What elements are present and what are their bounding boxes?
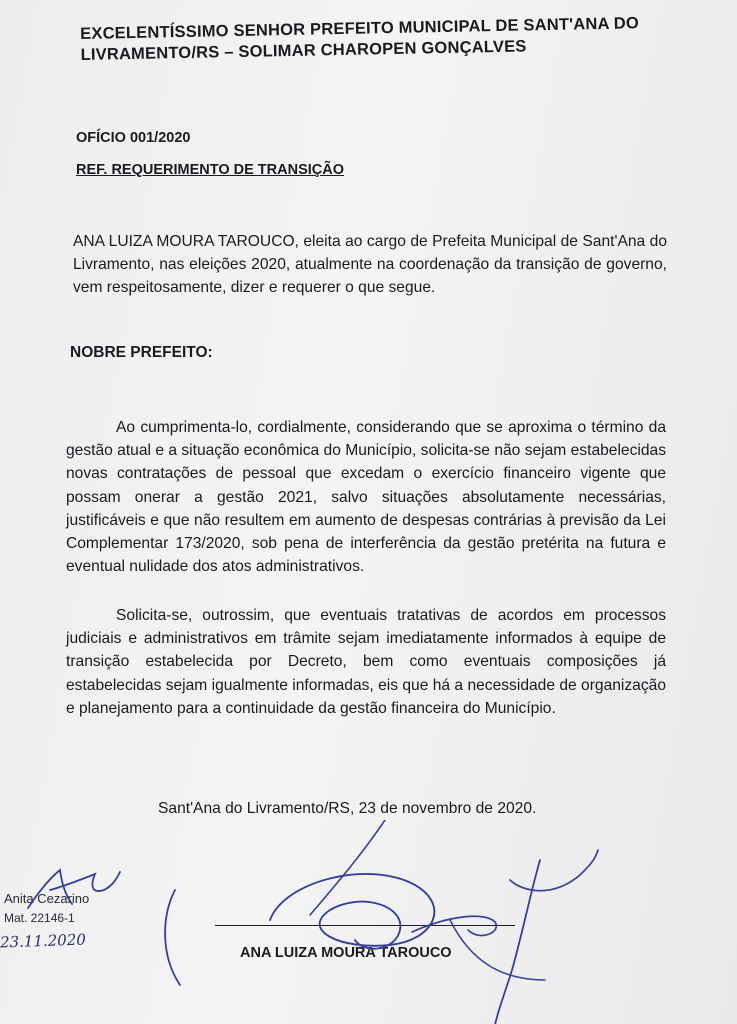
receipt-stamp-name: Anita Cezarino: [4, 891, 90, 906]
signer-name: ANA LUIZA MOURA TAROUCO: [240, 945, 452, 961]
greeting: NOBRE PREFEITO:: [70, 344, 213, 361]
dateline: Sant'Ana do Livramento/RS, 23 de novembro de 2020.: [158, 800, 537, 817]
receipt-stamp-registration: Mat. 22146-1: [4, 911, 75, 925]
handwritten-signature: [150, 820, 620, 1024]
addressee-heading: EXCELENTÍSSIMO SENHOR PREFEITO MUNICIPAL DE SANT'ANA DO LIVRAMENTO/RS – SOLIMAR CHAROPEN GONÇALVES: [80, 14, 640, 64]
intro-paragraph: ANA LUIZA MOURA TAROUCO, eleita ao cargo de Prefeita Municipal de Sant'Ana do Livramento, nas eleições 2020, atualmente na coordenação da transição de governo, vem respeitosamente, dizer e requerer o que segue.: [73, 233, 667, 297]
oficio-number: OFÍCIO 001/2020: [76, 130, 191, 146]
receipt-initials-signature: [20, 860, 140, 920]
reference-line: REF. REQUERIMENTO DE TRANSIÇÃO: [76, 162, 345, 178]
receipt-stamp-date: 23.11.2020: [0, 930, 87, 952]
body-paragraph-2: Solicita-se, outrossim, que eventuais tratativas de acordos em processos judiciais e administrativos em trâmite sejam imediatamente informados à equipe de transição estabelecida por Decreto, bem como eventuais composições já estabelecidas sejam igualmente informadas, eis que há a necessidade de organização e planejamento para a continuidade da gestão financeira do Município.: [66, 607, 666, 717]
body-paragraph-1: Ao cumprimenta-lo, cordialmente, considerando que se aproxima o término da gestão atual e a situação econômica do Município, solicita-se não sejam estabelecidas novas contratações de pessoal que excedam o exercício financeiro vigente que possam onerar a gestão 2021, salvo situações absolutamente necessárias, justificáveis e que não resultem em aumento de despesas contrárias à previsão da Lei Complementar 173/2020, sob pena de interferência da gestão pretérita na futura e eventual nulidade dos atos administrativos.: [66, 419, 666, 576]
